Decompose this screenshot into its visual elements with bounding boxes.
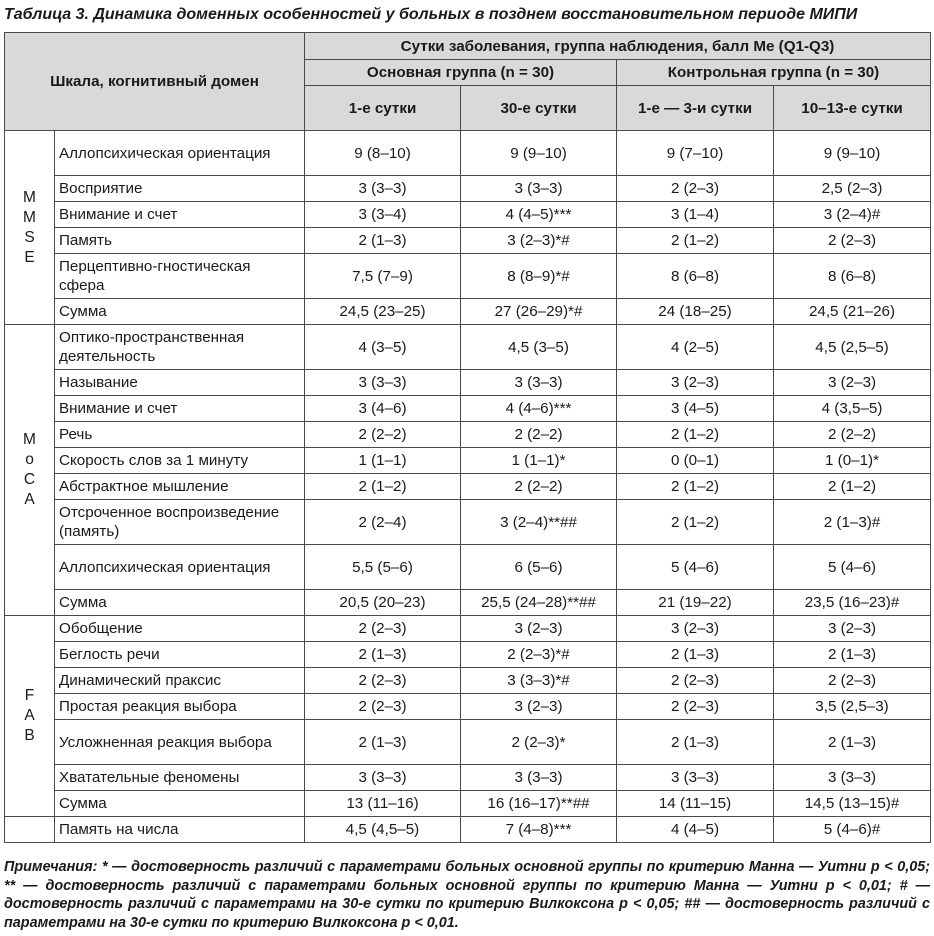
domain-name-cell: Восприятие bbox=[55, 176, 305, 202]
domain-name-cell: Внимание и счет bbox=[55, 396, 305, 422]
value-cell: 3 (2–3) bbox=[461, 616, 617, 642]
value-cell: 2 (1–2) bbox=[617, 474, 774, 500]
value-cell: 3 (3–3) bbox=[305, 370, 461, 396]
value-cell: 3 (4–6) bbox=[305, 396, 461, 422]
scale-cell: F A B bbox=[5, 616, 55, 817]
table-row bbox=[5, 176, 931, 202]
value-cell: 2 (1–3) bbox=[305, 228, 461, 254]
value-cell: 2 (2–3) bbox=[305, 694, 461, 720]
table-row bbox=[5, 228, 931, 254]
table-title: Таблица 3. Динамика доменных особенностей у больных в позднем восстановительном периоде МИПИ bbox=[4, 6, 858, 23]
value-cell: 3 (3–3) bbox=[305, 765, 461, 791]
table-row bbox=[5, 668, 931, 694]
domain-name-cell: Аллопсихическая ориентация bbox=[55, 545, 305, 590]
domain-name-cell: Перцептивно-гностическая сфера bbox=[55, 254, 305, 299]
value-cell: 3 (3–3) bbox=[461, 765, 617, 791]
domain-name-cell: Сумма bbox=[55, 299, 305, 325]
domain-name-cell: Сумма bbox=[55, 590, 305, 616]
value-cell: 2 (1–3) bbox=[774, 720, 931, 765]
table-row bbox=[5, 616, 931, 642]
value-cell: 2 (1–3) bbox=[305, 720, 461, 765]
value-cell: 2 (2–3) bbox=[617, 668, 774, 694]
value-cell: 24,5 (21–26) bbox=[774, 299, 931, 325]
value-cell: 2 (1–3) bbox=[305, 642, 461, 668]
table-row bbox=[5, 545, 931, 590]
value-cell: 9 (9–10) bbox=[461, 131, 617, 176]
value-cell: 3 (2–3) bbox=[774, 616, 931, 642]
value-cell: 2 (2–3) bbox=[774, 668, 931, 694]
value-cell: 2 (1–2) bbox=[617, 422, 774, 448]
table-row bbox=[5, 396, 931, 422]
value-cell: 4 (2–5) bbox=[617, 325, 774, 370]
value-cell: 14,5 (13–15)# bbox=[774, 791, 931, 817]
scale-cell bbox=[5, 817, 55, 843]
value-cell: 1 (0–1)* bbox=[774, 448, 931, 474]
value-cell: 2 (2–4) bbox=[305, 500, 461, 545]
value-cell: 3 (1–4) bbox=[617, 202, 774, 228]
table-row bbox=[5, 131, 931, 176]
domain-name-cell: Обобщение bbox=[55, 616, 305, 642]
value-cell: 7,5 (7–9) bbox=[305, 254, 461, 299]
table-row bbox=[5, 448, 931, 474]
table-row bbox=[5, 422, 931, 448]
value-cell: 4 (3–5) bbox=[305, 325, 461, 370]
domain-name-cell: Скорость слов за 1 минуту bbox=[55, 448, 305, 474]
value-cell: 2 (2–2) bbox=[461, 474, 617, 500]
value-cell: 2 (1–3) bbox=[617, 642, 774, 668]
value-cell: 2 (2–3) bbox=[305, 616, 461, 642]
value-cell: 3 (3–3)*# bbox=[461, 668, 617, 694]
table-body bbox=[5, 131, 931, 843]
value-cell: 3 (2–3) bbox=[617, 616, 774, 642]
domain-name-cell: Усложненная реакция выбора bbox=[55, 720, 305, 765]
value-cell: 2 (1–2) bbox=[305, 474, 461, 500]
value-cell: 20,5 (20–23) bbox=[305, 590, 461, 616]
table-row bbox=[5, 254, 931, 299]
table-row bbox=[5, 817, 931, 843]
table-row bbox=[5, 694, 931, 720]
value-cell: 2 (1–3) bbox=[774, 642, 931, 668]
value-cell: 21 (19–22) bbox=[617, 590, 774, 616]
value-cell: 4,5 (3–5) bbox=[461, 325, 617, 370]
domain-name-cell: Аллопсихическая ориентация bbox=[55, 131, 305, 176]
value-cell: 2 (1–3)# bbox=[774, 500, 931, 545]
table-header bbox=[5, 33, 931, 131]
value-cell: 4,5 (4,5–5) bbox=[305, 817, 461, 843]
domain-name-cell: Память bbox=[55, 228, 305, 254]
value-cell: 2 (2–3) bbox=[617, 176, 774, 202]
value-cell: 7 (4–8)*** bbox=[461, 817, 617, 843]
value-cell: 4 (4–5)*** bbox=[461, 202, 617, 228]
value-cell: 23,5 (16–23)# bbox=[774, 590, 931, 616]
header-main-group: Основная группа (n = 30) bbox=[305, 60, 617, 86]
value-cell: 3 (2–3) bbox=[617, 370, 774, 396]
value-cell: 2 (1–2) bbox=[774, 474, 931, 500]
value-cell: 9 (7–10) bbox=[617, 131, 774, 176]
value-cell: 16 (16–17)**## bbox=[461, 791, 617, 817]
value-cell: 5 (4–6)# bbox=[774, 817, 931, 843]
domain-name-cell: Простая реакция выбора bbox=[55, 694, 305, 720]
value-cell: 24 (18–25) bbox=[617, 299, 774, 325]
data-table bbox=[4, 32, 931, 843]
value-cell: 4 (3,5–5) bbox=[774, 396, 931, 422]
value-cell: 5,5 (5–6) bbox=[305, 545, 461, 590]
value-cell: 3 (2–3) bbox=[774, 370, 931, 396]
value-cell: 4,5 (2,5–5) bbox=[774, 325, 931, 370]
value-cell: 13 (11–16) bbox=[305, 791, 461, 817]
value-cell: 4 (4–6)*** bbox=[461, 396, 617, 422]
value-cell: 2 (2–2) bbox=[461, 422, 617, 448]
value-cell: 3,5 (2,5–3) bbox=[774, 694, 931, 720]
table-row bbox=[5, 720, 931, 765]
value-cell: 3 (2–4)# bbox=[774, 202, 931, 228]
value-cell: 8 (6–8) bbox=[774, 254, 931, 299]
domain-name-cell: Сумма bbox=[55, 791, 305, 817]
value-cell: 24,5 (23–25) bbox=[305, 299, 461, 325]
table-row bbox=[5, 474, 931, 500]
domain-name-cell: Память на числа bbox=[55, 817, 305, 843]
table-row bbox=[5, 325, 931, 370]
domain-name-cell: Называние bbox=[55, 370, 305, 396]
table-row bbox=[5, 765, 931, 791]
header-day-group: Сутки заболевания, группа наблюдения, балл Me (Q1-Q3) bbox=[305, 33, 931, 60]
value-cell: 3 (2–4)**## bbox=[461, 500, 617, 545]
domain-name-cell: Хватательные феномены bbox=[55, 765, 305, 791]
header-col-1: 1-е сутки bbox=[305, 86, 461, 131]
value-cell: 14 (11–15) bbox=[617, 791, 774, 817]
value-cell: 2 (1–2) bbox=[617, 500, 774, 545]
value-cell: 2 (2–3) bbox=[617, 694, 774, 720]
value-cell: 3 (3–4) bbox=[305, 202, 461, 228]
value-cell: 2 (2–3)* bbox=[461, 720, 617, 765]
value-cell: 5 (4–6) bbox=[774, 545, 931, 590]
value-cell: 1 (1–1)* bbox=[461, 448, 617, 474]
value-cell: 6 (5–6) bbox=[461, 545, 617, 590]
value-cell: 9 (8–10) bbox=[305, 131, 461, 176]
table-row bbox=[5, 642, 931, 668]
value-cell: 9 (9–10) bbox=[774, 131, 931, 176]
scale-cell: M M S E bbox=[5, 131, 55, 325]
header-col-4: 10–13-е сутки bbox=[774, 86, 931, 131]
value-cell: 3 (2–3) bbox=[461, 694, 617, 720]
table-row bbox=[5, 791, 931, 817]
value-cell: 1 (1–1) bbox=[305, 448, 461, 474]
value-cell: 3 (3–3) bbox=[461, 176, 617, 202]
value-cell: 2 (2–2) bbox=[305, 422, 461, 448]
domain-name-cell: Абстрактное мышление bbox=[55, 474, 305, 500]
value-cell: 3 (3–3) bbox=[617, 765, 774, 791]
table-row bbox=[5, 202, 931, 228]
header-control-group: Контрольная группа (n = 30) bbox=[617, 60, 931, 86]
domain-name-cell: Динамический праксис bbox=[55, 668, 305, 694]
header-col-3: 1-е — 3-и сутки bbox=[617, 86, 774, 131]
domain-name-cell: Оптико-пространственная деятельность bbox=[55, 325, 305, 370]
table-row bbox=[5, 299, 931, 325]
value-cell: 3 (3–3) bbox=[774, 765, 931, 791]
header-scale-domain: Шкала, когнитивный домен bbox=[5, 33, 305, 131]
domain-name-cell: Отсроченное воспроизведение (память) bbox=[55, 500, 305, 545]
header-col-2: 30-е сутки bbox=[461, 86, 617, 131]
table-row bbox=[5, 370, 931, 396]
value-cell: 2 (1–2) bbox=[617, 228, 774, 254]
value-cell: 0 (0–1) bbox=[617, 448, 774, 474]
value-cell: 2,5 (2–3) bbox=[774, 176, 931, 202]
domain-name-cell: Речь bbox=[55, 422, 305, 448]
value-cell: 2 (1–3) bbox=[617, 720, 774, 765]
value-cell: 5 (4–6) bbox=[617, 545, 774, 590]
value-cell: 4 (4–5) bbox=[617, 817, 774, 843]
value-cell: 3 (3–3) bbox=[305, 176, 461, 202]
table-row bbox=[5, 500, 931, 545]
value-cell: 8 (8–9)*# bbox=[461, 254, 617, 299]
value-cell: 25,5 (24–28)**## bbox=[461, 590, 617, 616]
domain-name-cell: Беглость речи bbox=[55, 642, 305, 668]
value-cell: 2 (2–3)*# bbox=[461, 642, 617, 668]
value-cell: 3 (2–3)*# bbox=[461, 228, 617, 254]
domain-name-cell: Внимание и счет bbox=[55, 202, 305, 228]
value-cell: 3 (3–3) bbox=[461, 370, 617, 396]
value-cell: 3 (4–5) bbox=[617, 396, 774, 422]
value-cell: 2 (2–2) bbox=[774, 422, 931, 448]
value-cell: 2 (2–3) bbox=[774, 228, 931, 254]
scale-cell: M o C A bbox=[5, 325, 55, 616]
value-cell: 27 (26–29)*# bbox=[461, 299, 617, 325]
value-cell: 2 (2–3) bbox=[305, 668, 461, 694]
table-row bbox=[5, 590, 931, 616]
value-cell: 8 (6–8) bbox=[617, 254, 774, 299]
table-notes: Примечания: * — достоверность различий с параметрами больных основной группы по критерию Манна — Уитни p < 0,05; ** — достоверность различий с параметрами больных основной группы по критерию Манна — Уитни p < 0,01; # — достоверность различий с параметрами на 30-е сутки по критерию Вилкоксона p < 0,05; ## — достоверность различий с параметрами на 30-е сутки по критерию Вилкоксона p < 0,01. bbox=[4, 859, 930, 931]
